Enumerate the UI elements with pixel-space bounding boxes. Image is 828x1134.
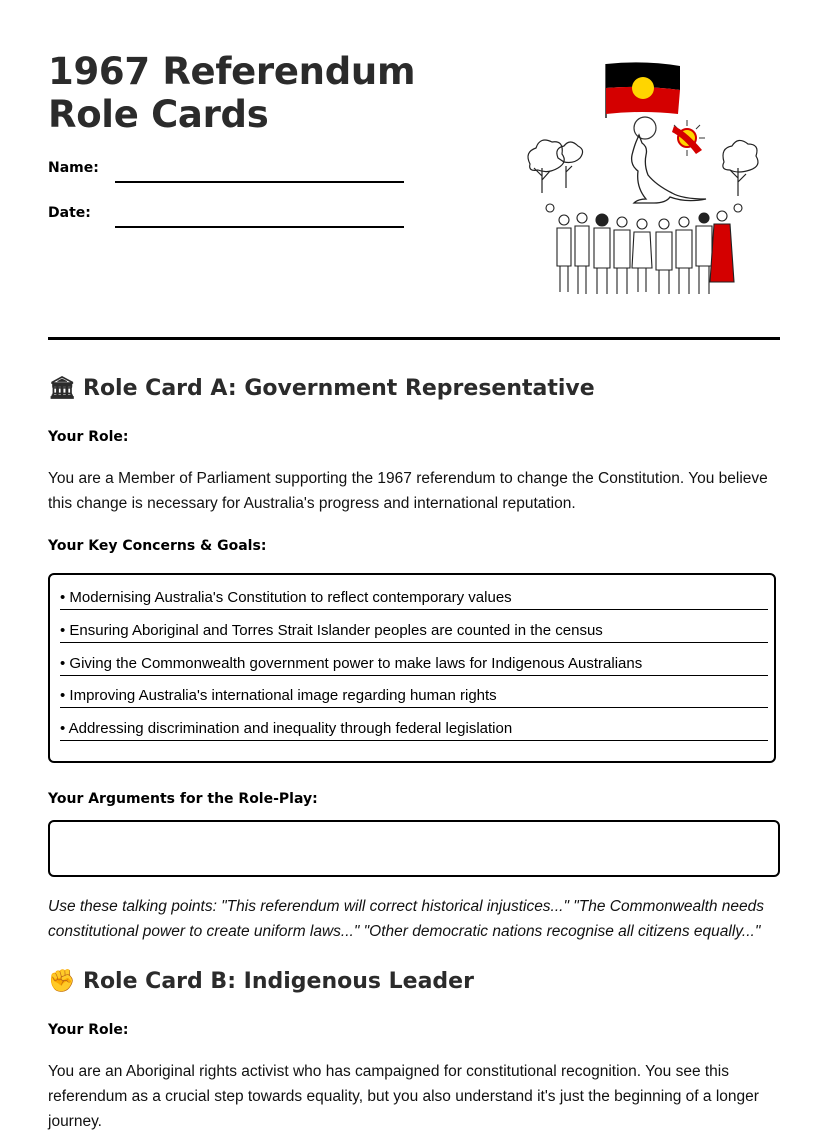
goal-item: • Ensuring Aboriginal and Torres Strait Islander peoples are counted in the census [60,618,768,643]
goals-box [48,573,776,763]
goal-item: • Modernising Australia's Constitution to reflect contemporary values [60,585,768,610]
card-a-arguments-heading: Your Arguments for the Role-Play: [48,791,318,807]
tree-icon [528,140,758,196]
arguments-answer-box[interactable] [48,820,780,877]
date-field[interactable] [115,226,404,228]
card-b-title-text: Role Card B: Indigenous Leader [83,969,474,994]
classical-building-icon: 🏛 [48,376,76,401]
card-a-role-text: You are a Member of Parliament supporting the 1967 referendum to change the Constitution. You believe this change is necessary for Australia's progress and international reputation. [48,470,768,512]
card-a-title [48,375,595,403]
page-title: 1967 Referendum Role Cards [48,50,416,136]
section-divider [48,337,780,340]
crowd-icon [546,204,742,294]
card-a-role-heading: Your Role: [48,429,129,445]
card-b-role-heading: Your Role: [48,1022,129,1038]
name-label: Name: [48,160,99,176]
raised-fist-icon: ✊ [48,969,76,994]
date-label: Date: [48,205,91,221]
name-field[interactable] [115,181,404,183]
aboriginal-flag-icon [606,62,680,118]
card-b-role-text: You are an Aboriginal rights activist who has campaigned for constitutional recognition. You see this referendum as a crucial step towards equality, but you also understand it's just the beginning of a longer journey. [48,1063,759,1130]
goal-item: • Improving Australia's international image regarding human rights [60,683,768,708]
sun-icon [672,120,705,156]
card-b-title [48,968,474,996]
talking-points: Use these talking points: "This referendum will correct historical injustices..." "The Commonwealth needs constitutional power to create uniform laws..." "Other democratic nations recognise all citizens equally..." [48,898,765,940]
goal-item: • Addressing discrimination and inequality through federal legislation [60,716,768,741]
referendum-illustration-icon [524,58,769,303]
goal-item: • Giving the Commonwealth government power to make laws for Indigenous Australians [60,651,768,676]
card-a-title-text: Role Card A: Government Representative [83,376,595,401]
card-a-goals-heading: Your Key Concerns & Goals: [48,538,267,554]
